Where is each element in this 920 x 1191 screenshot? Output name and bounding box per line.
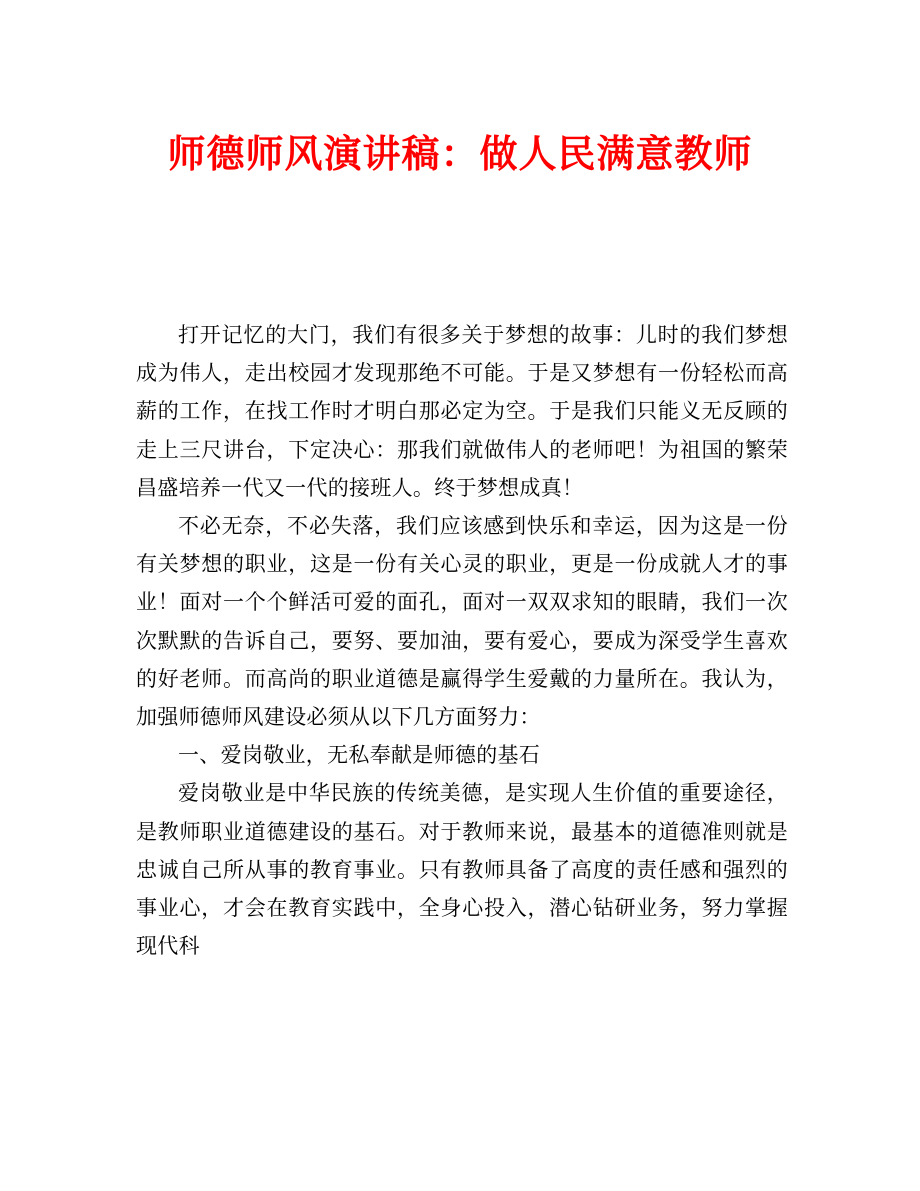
paragraph-dream-story: 打开记忆的大门，我们有很多关于梦想的故事：儿时的我们梦想成为伟人，走出校园才发现那绝不可能。于是又梦想有一份轻松而高薪的工作，在找工作时才明白那必定为空。于是我们只能义无反顾的走上三尺讲台，下定决心：那我们就做伟人的老师吧！为祖国的繁荣昌盛培养一代又一代的接班人。终于梦想成真！ [136, 323, 788, 500]
section-heading-1: 一、爱岗敬业，无私奉献是师德的基石 [178, 743, 541, 768]
paragraph-career-meaning: 不必无奈，不必失落，我们应该感到快乐和幸运，因为这是一份有关梦想的职业，这是一份有关心灵的职业，更是一份成就人才的事业！面对一个个鲜活可爱的面孔，面对一双双求知的眼睛，我们一次次默默的告诉自己，要努、要加油，要有爱心，要成为深受学生喜欢的好老师。而高尚的职业道德是赢得学生爱戴的力量所在。我认为，加强师德师风建设必须从以下几方面努力： [136, 514, 788, 730]
document-body [136, 316, 788, 965]
paragraph-dedication: 爱岗敬业是中华民族的传统美德，是实现人生价值的重要途径，是教师职业道德建设的基石。对于教师来说，最基本的道德准则就是忠诚自己所从事的教育事业。只有教师具备了高度的责任感和强烈的事业心，才会在教育实践中，全身心投入，潜心钻研业务，努力掌握现代科 [136, 781, 788, 959]
document-title: 师德师风演讲稿：做人民满意教师 [167, 131, 753, 176]
